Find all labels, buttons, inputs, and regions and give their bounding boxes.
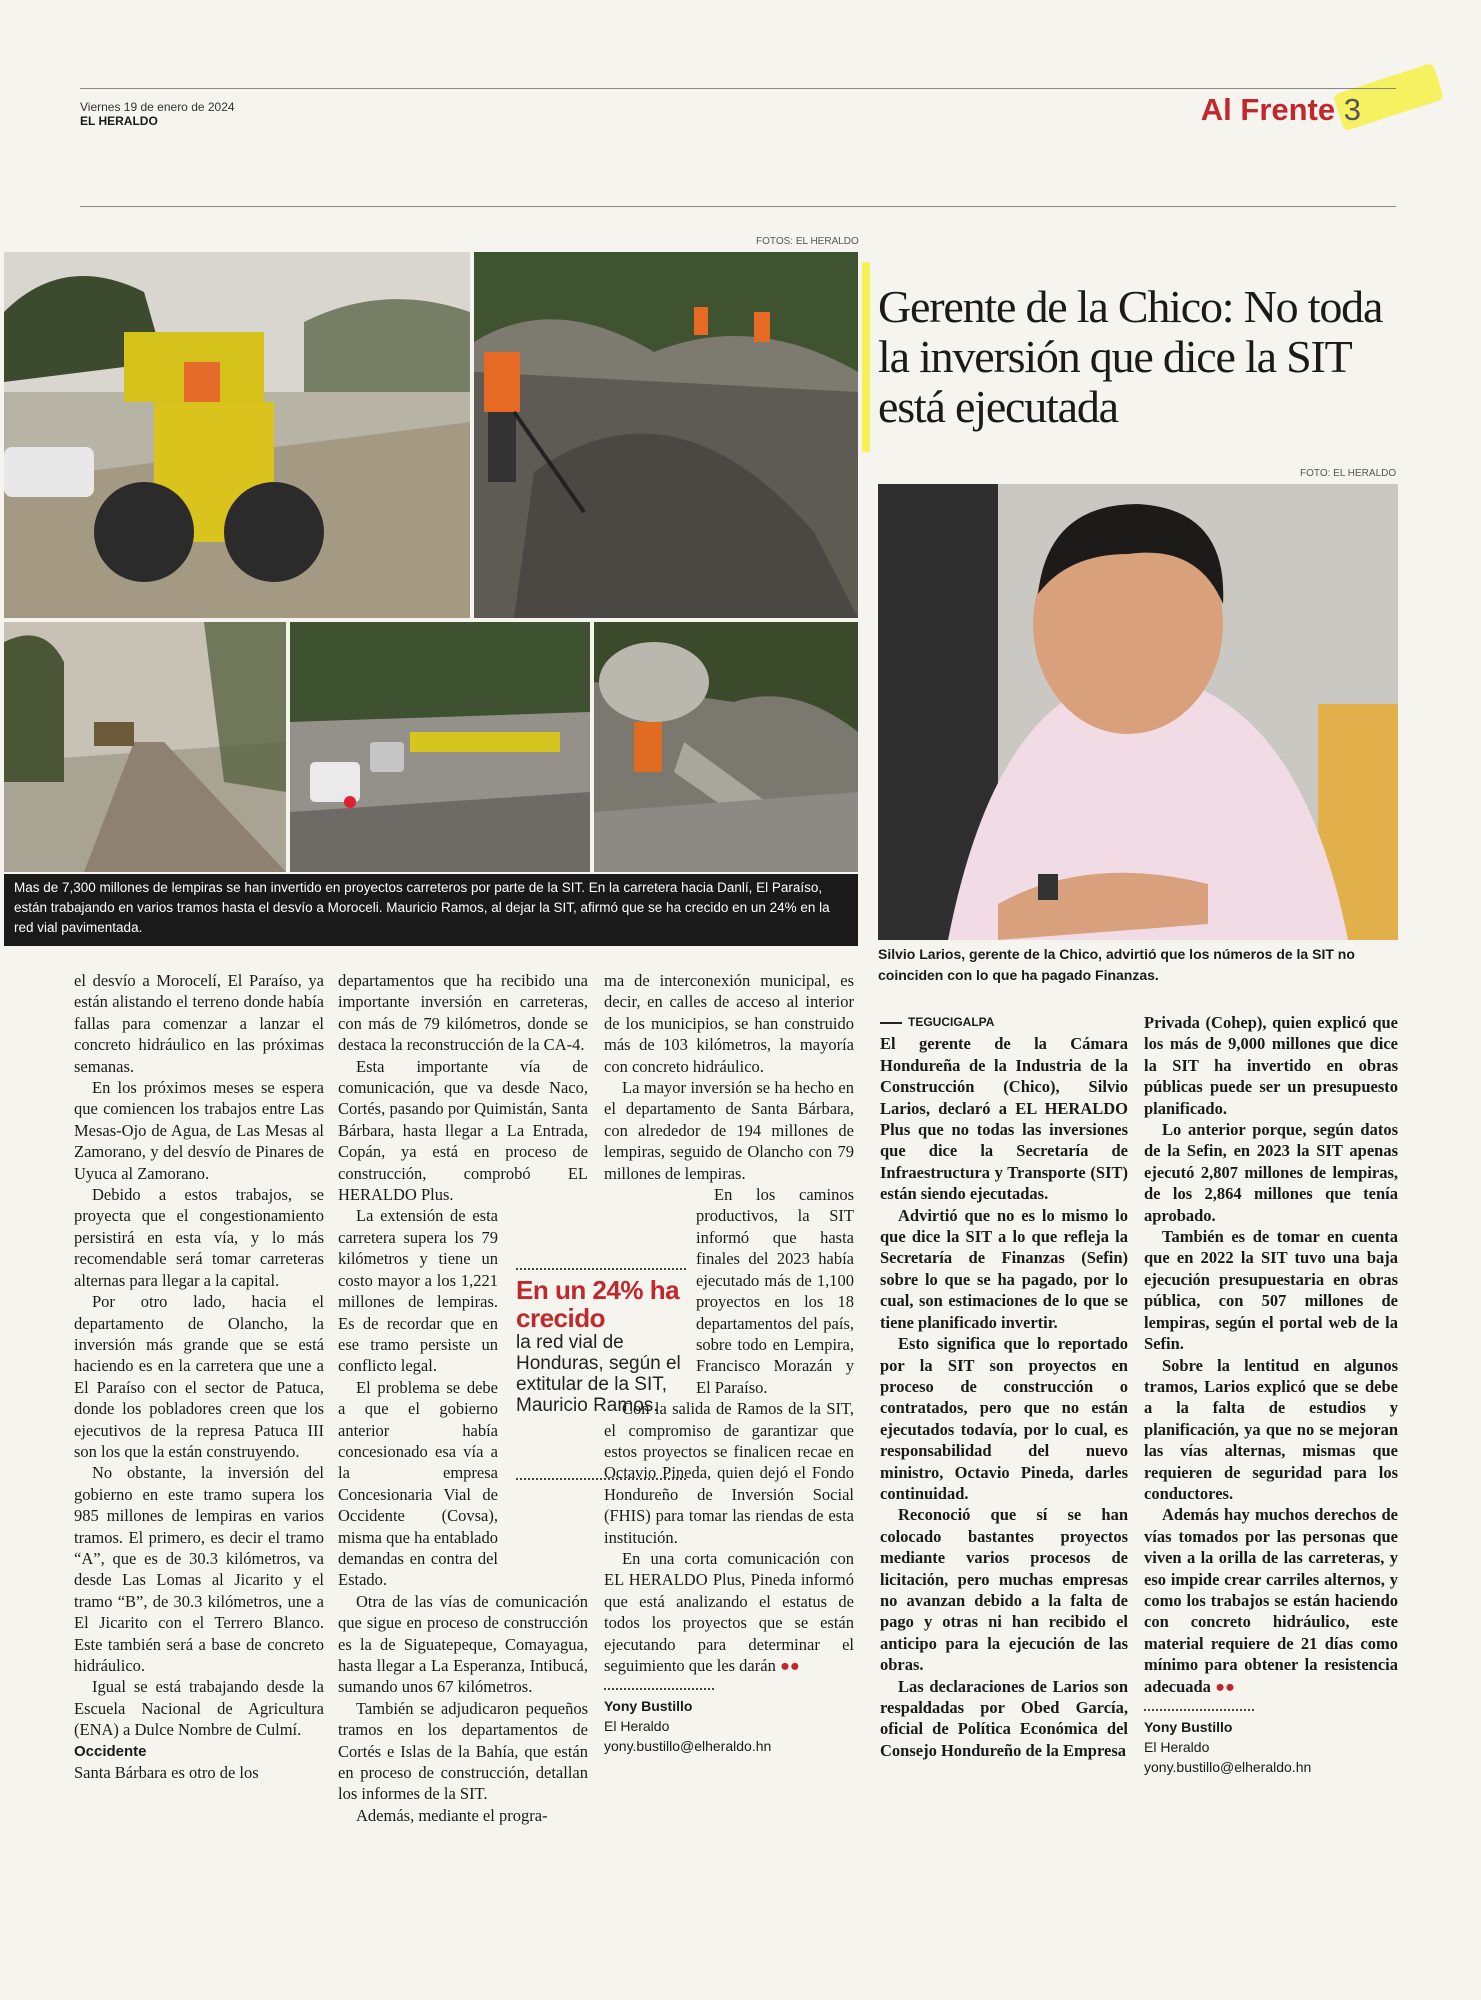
pull-quote-highlight: En un 24% ha crecido	[516, 1275, 680, 1333]
paragraph: En los próximos meses se espera que comiencen los trabajos entre Las Mesas-Ojo de Agua, de Las Mesas al Zamorano, y del desvío de Pinares de Uyuca al Zamorano.	[74, 1078, 324, 1183]
paragraph: El gerente de la Cámara Hondureña de la Industria de la Construcción (Chico), Silvio Larios, declaró a EL HERALDO Plus que no todas las inversiones que dice la Secretaría de Infraestructura y Transporte (SIT) están siendo ejecutadas.	[880, 1034, 1128, 1204]
paragraph: Otra de las vías de comunicación que sigue en proceso de construcción es la de Siguatepeque, Comayagua, hasta llegar a La Esperanza, Intibucá, sumando unos 67 kilómetros.	[338, 1591, 588, 1697]
paragraph: También es de tomar en cuenta que en 2022 la SIT tuvo una baja ejecución presupuestaria en obras pública, con 507 millones de lempiras, según el portal web de la Sefin.	[1144, 1227, 1398, 1354]
paragraph: La extensión de esta carretera supera los 79 kilómetros y tiene un costo mayor a los 1,221 millones de lempiras. Es de recordar que en ese tramo persiste un conflicto legal.	[338, 1206, 498, 1376]
paragraph: El problema se debe a que el gobierno anterior había concesionado esa vía a la empresa Concesionaria Vial de Occidente (Covsa), misma que ha entablado demandas en contra del Estado.	[338, 1377, 498, 1590]
paragraph: Sobre la lentitud en algunos tramos, Larios explicó que se debe a la falta de estudios y planificación, ya que no se mejoran las vías alternas, mismas que requieren de seguridad para los conductores.	[1144, 1355, 1398, 1503]
dateline: TEGUCIGALPA	[880, 1012, 1128, 1033]
newspaper-name: EL HERALDO	[80, 114, 158, 128]
portrait-credit: FOTO: EL HERALDO	[1300, 468, 1397, 479]
wrap-around-pull	[696, 1184, 854, 1398]
paragraph: Esto significa que lo reportado por la SIT son proyectos en proceso de construcción o contratados, pero que no están ejecutados todavía, por lo cual, es responsabilidad del nuevo ministro, Octavio Pineda, darles continuidad.	[880, 1334, 1128, 1503]
end-mark: ●●	[1215, 1676, 1235, 1696]
portrait-photo	[878, 484, 1398, 940]
photo-credit: FOTOS: EL HERALDO	[756, 236, 859, 247]
photo-dusty-road	[4, 622, 286, 872]
paragraph: Las declaraciones de Larios son respaldadas por Obed García, oficial de Política Económica del Consejo Hondureño de la Empresa	[880, 1676, 1128, 1760]
photo-traffic	[290, 622, 590, 872]
top-rule	[80, 88, 1396, 89]
section-title	[1201, 92, 1361, 128]
paragraph: Reconoció que sí se han colocado bastantes proyectos mediante varios procesos de licitación, pero muchas empresas no avanzan debido a la falta de pago y otras ni han recibido el anticipo para la ejecución de las obras.	[880, 1505, 1128, 1675]
paragraph: Privada (Cohep), quien explicó que los más de 9,000 millones que dice la SIT ha invertido en obras públicas puede ser un presupuesto planificado.	[1144, 1013, 1398, 1118]
author-email: yony.bustillo@elheraldo.hn	[604, 1738, 772, 1755]
paragraph: departamentos que ha recibido una importante inversión en carreteras, con más de 79 kilómetros, donde se destaca la reconstrucción de la CA-4.	[338, 971, 588, 1055]
column-1	[74, 970, 324, 1783]
section-name: Al Frente	[1200, 92, 1336, 127]
paragraph: También se adjudicaron pequeños tramos en los departamentos de Cortés e Islas de la Bahía, que están en proceso de construcción, detallan los informes de la SIT.	[338, 1698, 588, 1804]
paragraph: La mayor inversión se ha hecho en el departamento de Santa Bárbara, con alrededor de 194 millones de lempiras, seguido de Olancho con 79 millones de lempiras.	[604, 1078, 854, 1183]
photo-caption: Mas de 7,300 millones de lempiras se han invertido en proyectos carreteros por parte de la SIT. En la carretera hacia Danlí, El Paraíso, están trabajando en varios tramos hasta el desvío a Moroceli. Mauricio Ramos, al dejar la SIT, afirmó que se ha crecido en un 24% en la red vial pavimentada.	[4, 874, 858, 946]
column-4	[880, 1012, 1128, 1761]
photo-roller	[4, 252, 470, 618]
portrait-caption: Silvio Larios, gerente de la Chico, advirtió que los números de la SIT no coinciden con lo que ha pagado Finanzas.	[878, 946, 1355, 983]
headline-highlight	[862, 262, 870, 452]
paragraph: Lo anterior porque, según datos de la Sefin, en 2023 la SIT apenas ejecutó 2,807 millones de lempiras, de los 2,864 millones que tenía aprobado.	[1144, 1120, 1398, 1225]
wrap-around-pull	[338, 1205, 498, 1590]
column-5	[1144, 1012, 1398, 1777]
closing-paragraph-text: En una corta comunicación con EL HERALDO Plus, Pineda informó que está analizando el estatus de todos los proyectos que se están ejecutando para determinar el seguimiento que les darán	[604, 1548, 854, 1675]
author-block	[604, 1696, 854, 1756]
photo-workers	[474, 252, 858, 618]
issue-date: Viernes 19 de enero de 2024	[80, 100, 235, 114]
paragraph: Santa Bárbara es otro de los	[74, 1763, 259, 1783]
paragraph: Debido a estos trabajos, se proyecta que el congestionamiento persistirá en esta vía, y lo más recomendable será tomar carreteras alternas para llegar a la capital.	[74, 1185, 324, 1290]
paragraph: Advirtió que no es lo mismo lo que dice la SIT a lo que refleja la Secretaría de Finanzas (Sefin) sobre lo que se ha pagado, por lo cual, son estimaciones de lo que se tiene planificado invertir.	[880, 1205, 1128, 1332]
column-3	[604, 970, 854, 1756]
paragraph: Además, mediante el progra-	[356, 1805, 548, 1825]
header-rule	[80, 206, 1396, 207]
paragraph: En los caminos productivos, la SIT informó que hasta finales del 2023 había ejecutado más de 1,100 proyectos en los 18 departamentos del país, sobre todo en Lempira, Francisco Morazán y El Paraíso.	[696, 1185, 854, 1397]
photo-concrete	[594, 622, 858, 872]
author-email: yony.bustillo@elheraldo.hn	[1144, 1759, 1312, 1775]
author-block	[1144, 1717, 1398, 1777]
paragraph	[604, 1548, 854, 1676]
paragraph	[1144, 1504, 1398, 1697]
paragraph: Igual se está trabajando desde la Escuela Nacional de Agricultura (ENA) a Dulce Nombre de Culmí.	[74, 1677, 324, 1740]
end-mark: ●●	[779, 1656, 800, 1675]
subheading: Occidente	[74, 1742, 147, 1760]
author-org: El Heraldo	[604, 1718, 670, 1735]
paragraph: No obstante, la inversión del gobierno en este tramo supera los 985 millones de lempiras en varios tramos. El primero, es decir el tramo “A”, que es de 30.3 kilómetros, va desde Las Lomas al Jicarito y el tramo “B”, de 30.3 kilómetros, une a El Jicarito con el Terrero Blanco. Este también será a base de concreto hidráulico.	[74, 1463, 324, 1675]
signature-rule	[1144, 1709, 1254, 1711]
pull-quote-text: la red vial de Honduras, según el extitular de la SIT, Mauricio Ramos.	[516, 1332, 681, 1416]
paragraph: Con la salida de Ramos de la SIT, el compromiso de garantizar que estos proyectos se finalicen recae en Octavio Pineda, quien dejó el Fondo Hondureño de Inversión Social (FHIS) para tomar las riendas de esta institución.	[604, 1399, 854, 1547]
signature-rule	[604, 1688, 714, 1690]
author-org: El Heraldo	[1144, 1739, 1210, 1755]
author-name: Yony Bustillo	[604, 1698, 693, 1715]
headline: Gerente de la Chico: No toda la inversión que dice la SIT está ejecutada	[878, 281, 1383, 432]
closing-paragraph-text: Además hay muchos derechos de vías tomados por las personas que viven a la orilla de las carreteras, y eso impide crear carriles alternos, y como los trabajos se están haciendo con concreto hidráulico, este material requiere de 21 días como mínimo para obtener la resistencia adecuada	[1144, 1505, 1398, 1696]
page-number: 3	[1343, 92, 1361, 127]
paragraph: ma de interconexión municipal, es decir, en calles de acceso al interior de los municipios, se han construido más de 103 kilómetros, la mayoría con concreto hidráulico.	[604, 971, 854, 1076]
author-name: Yony Bustillo	[1144, 1719, 1233, 1735]
paragraph: el desvío a Morocelí, El Paraíso, ya están alistando el terreno donde había fallas para comenzar a lanzar el concreto hidráulico en las próximas semanas.	[74, 971, 324, 1076]
paragraph: Esta importante vía de comunicación, que va desde Naco, Cortés, pasando por Quimistán, Santa Bárbara, hasta llegar a La Entrada, Copán, ya está en proceso de construcción, comprobó EL HERALDO Plus.	[338, 1056, 588, 1205]
paragraph: Por otro lado, hacia el departamento de Olancho, la inversión más grande que se está haciendo es en la carretera que une a El Paraíso con el sector de Patuca, donde los pobladores creen que los ejecutivos de la represa Patuca III son los que la están construyendo.	[74, 1292, 324, 1461]
